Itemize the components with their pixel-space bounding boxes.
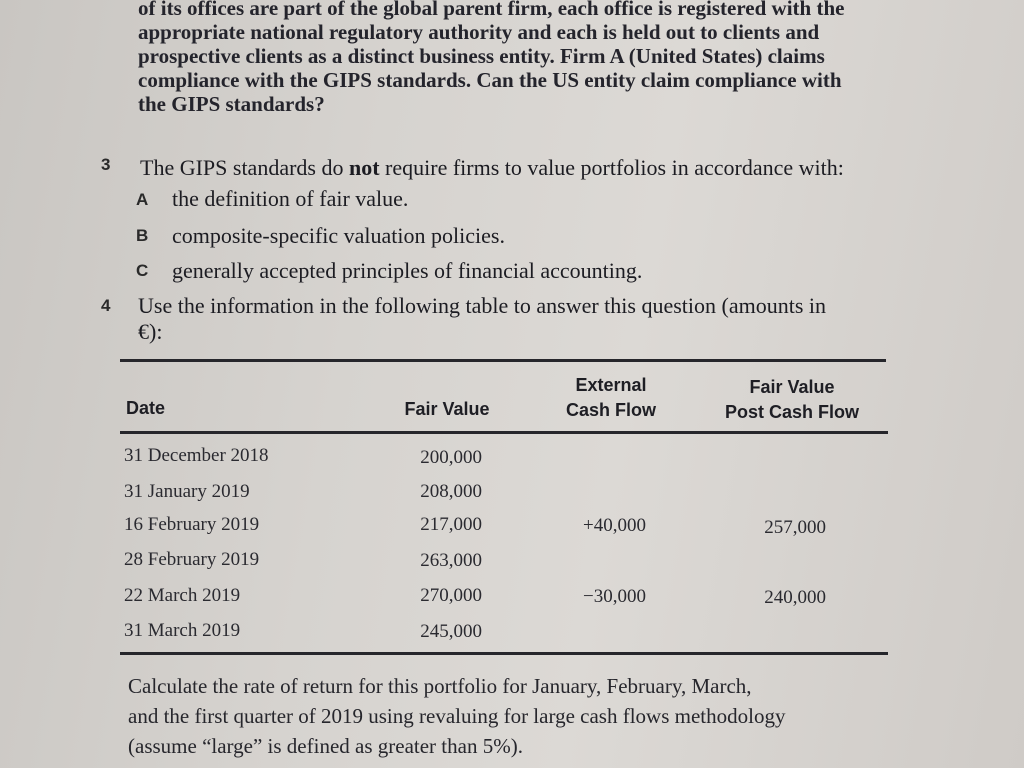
header-post-line: Post Cash Flow: [724, 402, 859, 422]
header-fair-value: Fair Value: [404, 399, 490, 419]
table-cell-cash-flow: +40,000: [583, 515, 646, 536]
table-cell-post-cash-flow: 240,000: [764, 587, 826, 608]
intro-line: appropriate national regulatory authority and each is held out to clients and: [138, 20, 820, 44]
question-4-stem-line: Use the information in the following table to answer this question (amounts in: [138, 293, 826, 318]
table-cell-cash-flow: −30,000: [583, 586, 646, 607]
header-date: Date: [126, 398, 166, 418]
table-cell-fair-value: 245,000: [420, 621, 482, 642]
table-cell-date: 31 January 2019: [124, 481, 250, 502]
table-cell-fair-value: 208,000: [420, 481, 482, 502]
question-3-stem-start: The GIPS standards do: [140, 155, 349, 180]
instructions-line: Calculate the rate of return for this portfolio for January, February, March,: [128, 674, 752, 698]
table-cell-date: 22 March 2019: [124, 585, 241, 606]
question-4-stem: [138, 293, 826, 345]
table-cell-fair-value: 200,000: [420, 447, 482, 468]
table-cell-date: 28 February 2019: [124, 549, 260, 570]
table-top-rule: [120, 359, 886, 362]
intro-paragraph: [138, 0, 918, 116]
table-cell-fair-value: 217,000: [420, 514, 482, 535]
table-cell-date: 16 February 2019: [124, 514, 260, 535]
header-external-cash-flow-line: Cash Flow: [565, 400, 656, 420]
header-external-cash-flow-line: External: [575, 375, 647, 395]
intro-line: compliance with the GIPS standards. Can the US entity claim compliance with: [138, 68, 842, 92]
option-c-text: generally accepted principles of financial accounting.: [172, 258, 643, 283]
question-3-stem-end: require firms to value portfolios in accordance with:: [379, 155, 844, 180]
table-cell-date: 31 December 2018: [124, 445, 269, 466]
table-bottom-rule: [120, 652, 888, 655]
option-b-letter: B: [136, 226, 149, 245]
header-fair-value-post-cash-flow: [712, 375, 872, 425]
question-4-stem-line: €):: [138, 319, 163, 344]
table-cell-fair-value: 263,000: [420, 550, 482, 571]
option-b-text: composite-specific valuation policies.: [172, 223, 505, 248]
question-4-instructions: [128, 671, 928, 761]
question-3-stem: [140, 155, 844, 181]
instructions-line: and the first quarter of 2019 using revaluing for large cash flows methodology: [128, 704, 786, 728]
intro-line: the GIPS standards?: [138, 92, 325, 116]
option-a-text: the definition of fair value.: [172, 186, 409, 211]
question-3-stem-emphasis: not: [348, 155, 380, 180]
option-a-letter: A: [136, 190, 149, 209]
option-c-letter: C: [136, 261, 149, 280]
table-header-rule: [120, 431, 888, 434]
question-3-number: 3: [101, 155, 111, 174]
question-4-number: 4: [101, 296, 111, 315]
header-external-cash-flow: [552, 373, 670, 423]
table-cell-post-cash-flow: 257,000: [764, 517, 826, 538]
intro-line: of its offices are part of the global parent firm, each office is registered with the: [138, 0, 845, 20]
table-cell-date: 31 March 2019: [124, 620, 241, 641]
intro-line: prospective clients as a distinct business entity. Firm A (United States) claims: [138, 44, 825, 68]
header-post-line: Fair Value: [749, 377, 835, 397]
table-cell-fair-value: 270,000: [420, 585, 482, 606]
instructions-line: (assume “large” is defined as greater than 5%).: [128, 734, 523, 758]
